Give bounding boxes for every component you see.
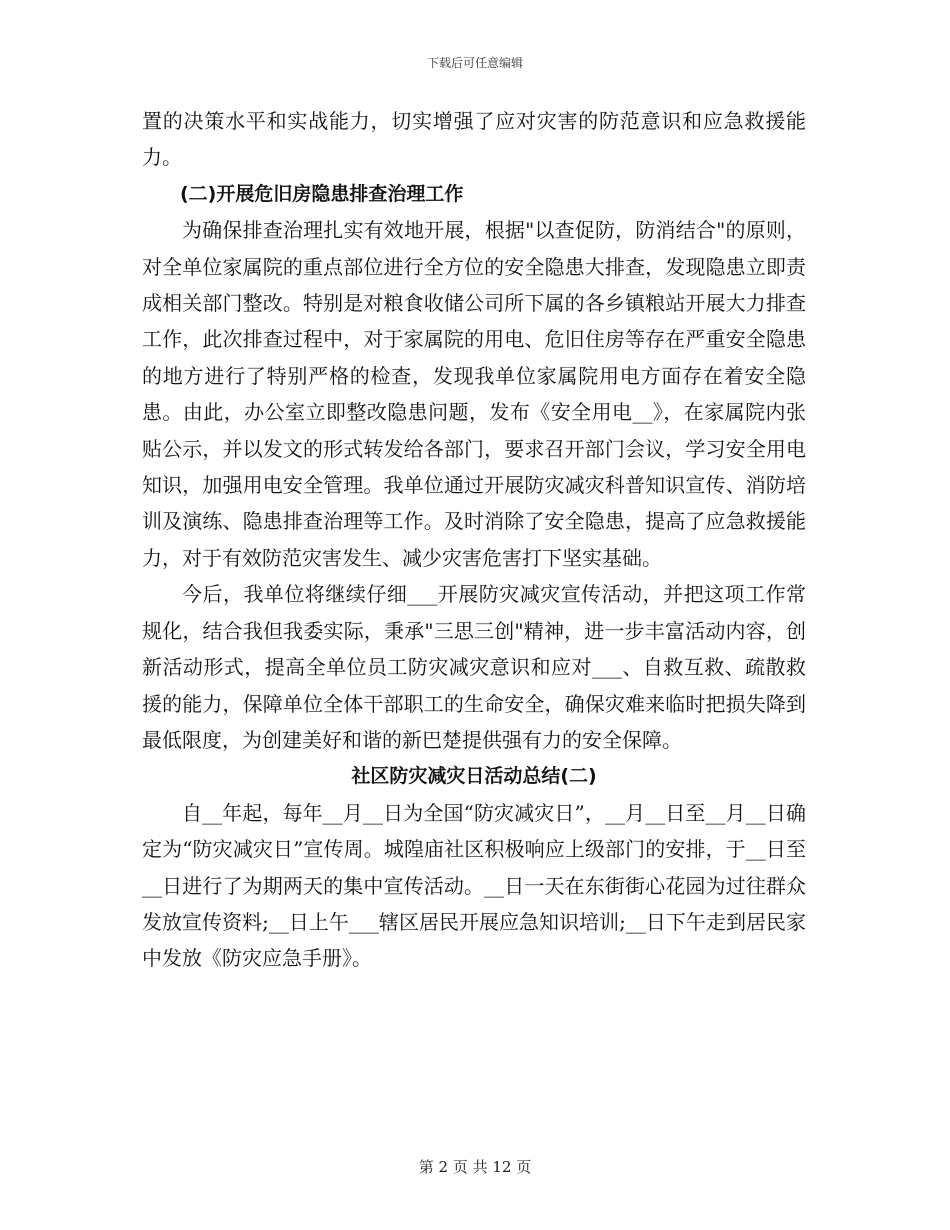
section-heading: 社区防灾减灾日活动总结(二): [351, 765, 597, 788]
paragraph-inspection: 为确保排查治理扎实有效地开展，根据"以查促防，防消结合"的原则，对全单位家属院的重点部位进行全方位的安全隐患大排查，发现隐患立即责成相关部门整改。特别是对粮食收储公司所下属的各乡镇粮站开展大力排查工作，此次排查过程中，对于家属院的用电、危旧住房等存在严重安全隐患的地方进行了特别严格的检查，发现我单位家属院用电方面存在着安全隐患。由此，办公室立即整改隐患问题，发布《安全用电__》，在家属院内张贴公示，并以发文的形式转发给各部门，要求召开部门会议，学习安全用电知识，加强用电安全管理。我单位通过开展防灾减灾科普知识宣传、消防培训及演练、隐患排查治理等工作。及时消除了安全隐患，提高了应急救援能力，对于有效防范灾害发生、减少灾害危害打下坚实基础。: [142, 218, 806, 570]
page-number-footer: 第 2 页 共 12 页: [418, 1158, 532, 1176]
document-body: [142, 103, 806, 977]
page-header: 下载后可任意编辑: [426, 56, 523, 70]
paragraph-community-summary: 自__年起，每年__月__日为全国“防灾减灾日”，__月__日至__月__日确定为“防灾减灾日”宣传周。城隍庙社区积极响应上级部门的安排，于__日至__日进行了为期两天的集中宣传活动。__日一天在东街街心花园为过往群众发放宣传资料;__日上午___辖区居民开展应急知识培训;__日下午走到居民家中发放《防灾应急手册》。: [142, 800, 806, 971]
paragraph-future-plans: 今后，我单位将继续仔细___开展防灾减灾宣传活动，并把这项工作常规化，结合我但我委实际，秉承"三思三创"精神，进一步丰富活动内容，创新活动形式，提高全单位员工防灾减灾意识和应对___、自救互救、疏散救援的能力，保障单位全体干部职工的生命安全，确保灾难来临时把损失降到最低限度，为创建美好和谐的新巴楚提供强有力的安全保障。: [142, 582, 806, 752]
paragraph-continued: 置的决策水平和实战能力，切实增强了应对灾害的防范意识和应急救援能力。: [142, 109, 806, 170]
section-subheading: (二)开展危旧房隐患排查治理工作: [180, 182, 464, 205]
